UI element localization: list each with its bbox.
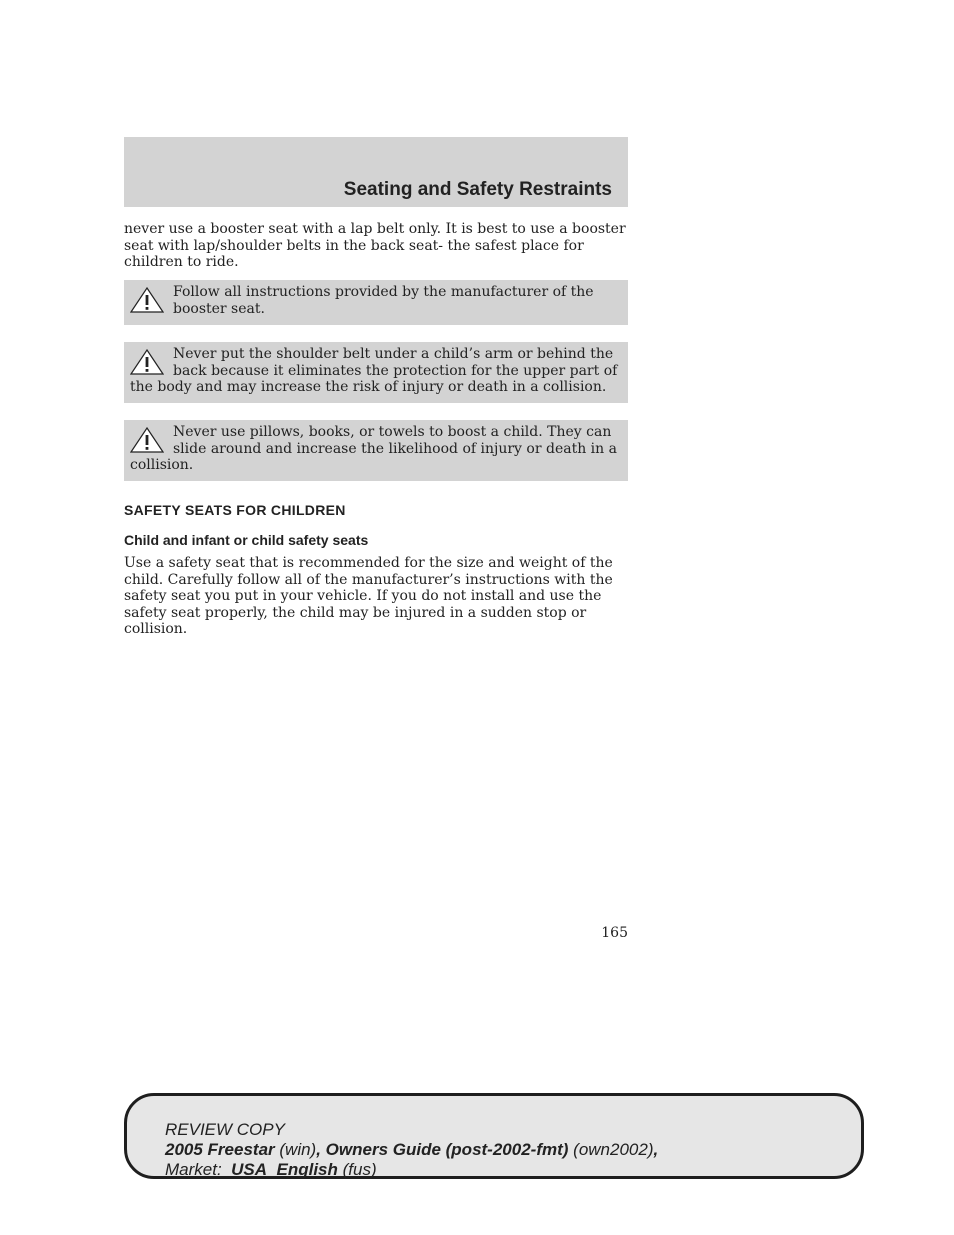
page-number: 165 (601, 925, 628, 941)
footer-line-2 (165, 1140, 658, 1160)
model-name: 2005 Freestar (165, 1140, 275, 1159)
section-heading: SAFETY SEATS FOR CHILDREN (124, 502, 346, 518)
intro-paragraph: never use a booster seat with a lap belt only. It is best to use a booster seat with lap/shoulder belts in the back seat- the safest place for children to ride. (124, 221, 626, 270)
warning-text: Follow all instructions provided by the manufacturer of the booster seat. (173, 284, 594, 317)
warning-text: Never use pillows, books, or towels to boost a child. They can slide around and increase the likelihood of injury or death in a collision. (130, 424, 617, 473)
page-title: Seating and Safety Restraints (343, 179, 612, 200)
market-label: Market: (165, 1160, 222, 1179)
review-footer (124, 1093, 864, 1179)
footer-comma: , (653, 1140, 659, 1159)
guide-name: , Owners Guide (post-2002-fmt) (316, 1140, 569, 1159)
review-copy-label: REVIEW COPY (165, 1120, 285, 1139)
warning-triangle-icon (130, 349, 164, 375)
footer-line-3 (165, 1160, 658, 1180)
market-code: (fus) (342, 1160, 377, 1179)
market-name: USA_English (231, 1160, 338, 1179)
warning-box-1 (124, 280, 628, 325)
warning-triangle-icon (130, 287, 164, 313)
warning-box-2 (124, 342, 628, 403)
model-code: (win) (279, 1140, 317, 1159)
footer-text (165, 1120, 658, 1180)
section-subheading: Child and infant or child safety seats (124, 532, 369, 548)
guide-code: (own2002) (573, 1140, 654, 1159)
warning-text: Never put the shoulder belt under a child’s arm or behind the back because it eliminates the protection for the upper part of the body and may increase the risk of injury or death in a collision. (130, 346, 618, 395)
warning-box-3 (124, 420, 628, 481)
section-body: Use a safety seat that is recommended for the size and weight of the child. Carefully follow all of the manufacturer’s instructions with the safety seat you put in your vehicle. If you do not install and use the safety seat properly, the child may be injured in a sudden stop or collision. (124, 555, 613, 637)
warning-triangle-icon (130, 427, 164, 453)
section-header-band (124, 137, 628, 207)
